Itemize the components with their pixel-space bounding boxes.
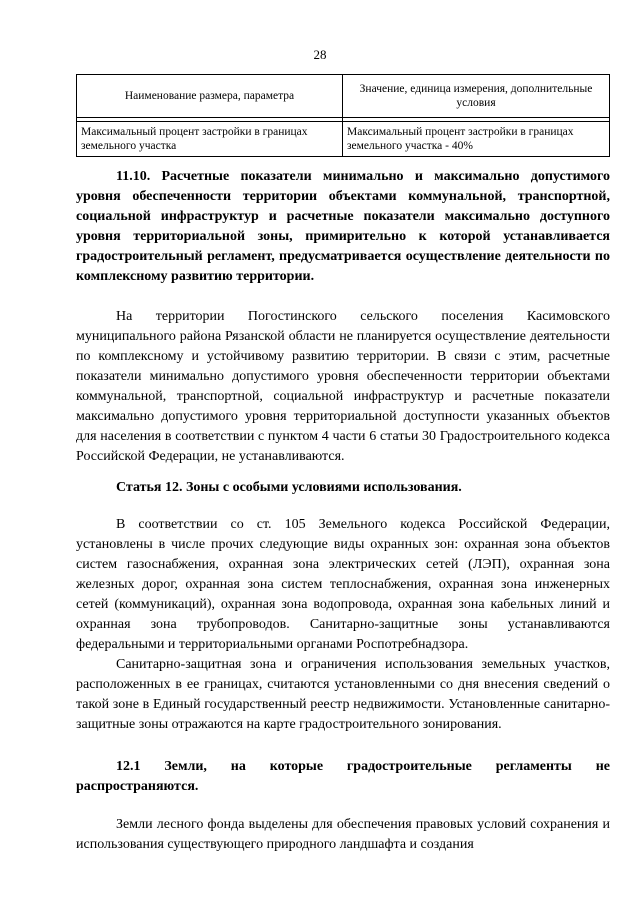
section-11-10-heading: 11.10. Расчетные показатели минимально и максимально допустимого уровня обеспеченности территории объектами коммунальной, транспортной, социальной инфраструктур и расчетные показатели максимально доступного уровня территориальной зоны, примирительно к которой устанавливается градостроительный регламент, предусматривается осуществление деятельности по комплексному развитию территории. (76, 169, 610, 284)
article-12-heading: Статья 12. Зоны с особыми условиями использования. (116, 480, 462, 495)
section-12-1-heading: 12.1 Земли, на которые градостроительные регламенты не распространяются. (76, 759, 610, 794)
page-number: 28 (313, 47, 327, 62)
table-row (77, 122, 610, 157)
table-header-row (77, 75, 610, 118)
section-12-1-paragraph: Земли лесного фонда выделены для обеспечения правовых условий сохранения и использования существующего природного ландшафта и создания (76, 817, 610, 852)
section-11-10-paragraph: На территории Погостинского сельского поселения Касимовского муниципального района Рязанской области не планируется осуществление деятельности по комплексному и устойчивому развитию территории. В связи с этим, расчетные показатели минимально допустимого уровня обеспеченности территории объектами коммунальной, транспортной, социальной инфраструктур и расчетные показатели максимально допустимого уровня территориальной доступности указанных объектов для населения в соответствии с пунктом 4 части 6 статьи 30 Градостроительного кодекса Российской Федерации, не устанавливаются. (76, 309, 610, 464)
parameters-table (76, 74, 610, 157)
table-cell: Максимальный процент застройки в границах земельного участка - 40% (343, 122, 610, 157)
table-cell: Максимальный процент застройки в границах земельного участка (77, 122, 343, 157)
article-12-paragraph-1: В соответствии со ст. 105 Земельного кодекса Российской Федерации, установлены в числе прочих следующие виды охранных зон: охранная зона объектов систем газоснабжения, охранная зона электрических сетей (ЛЭП), охранная зона железных дорог, охранная зона систем теплоснабжения, охранная зона инженерных сетей (коммуникаций), охранная зона водопровода, охранная зона кабельных линий и охранная зона трубопроводов. Санитарно-защитные зоны устанавливаются федеральными и территориальными органами Роспотребнадзора. (76, 517, 610, 652)
table-header-cell: Наименование размера, параметра (77, 75, 343, 118)
table-header-cell: Значение, единица измерения, дополнительные условия (343, 75, 610, 118)
article-12-paragraph-2: Санитарно-защитная зона и ограничения использования земельных участков, расположенных в ее границах, считаются установленными со дня внесения сведений о такой зоне в Единый государственный реестр недвижимости. Установленные санитарно-защитные зоны отражаются на карте градостроительного зонирования. (76, 657, 610, 732)
